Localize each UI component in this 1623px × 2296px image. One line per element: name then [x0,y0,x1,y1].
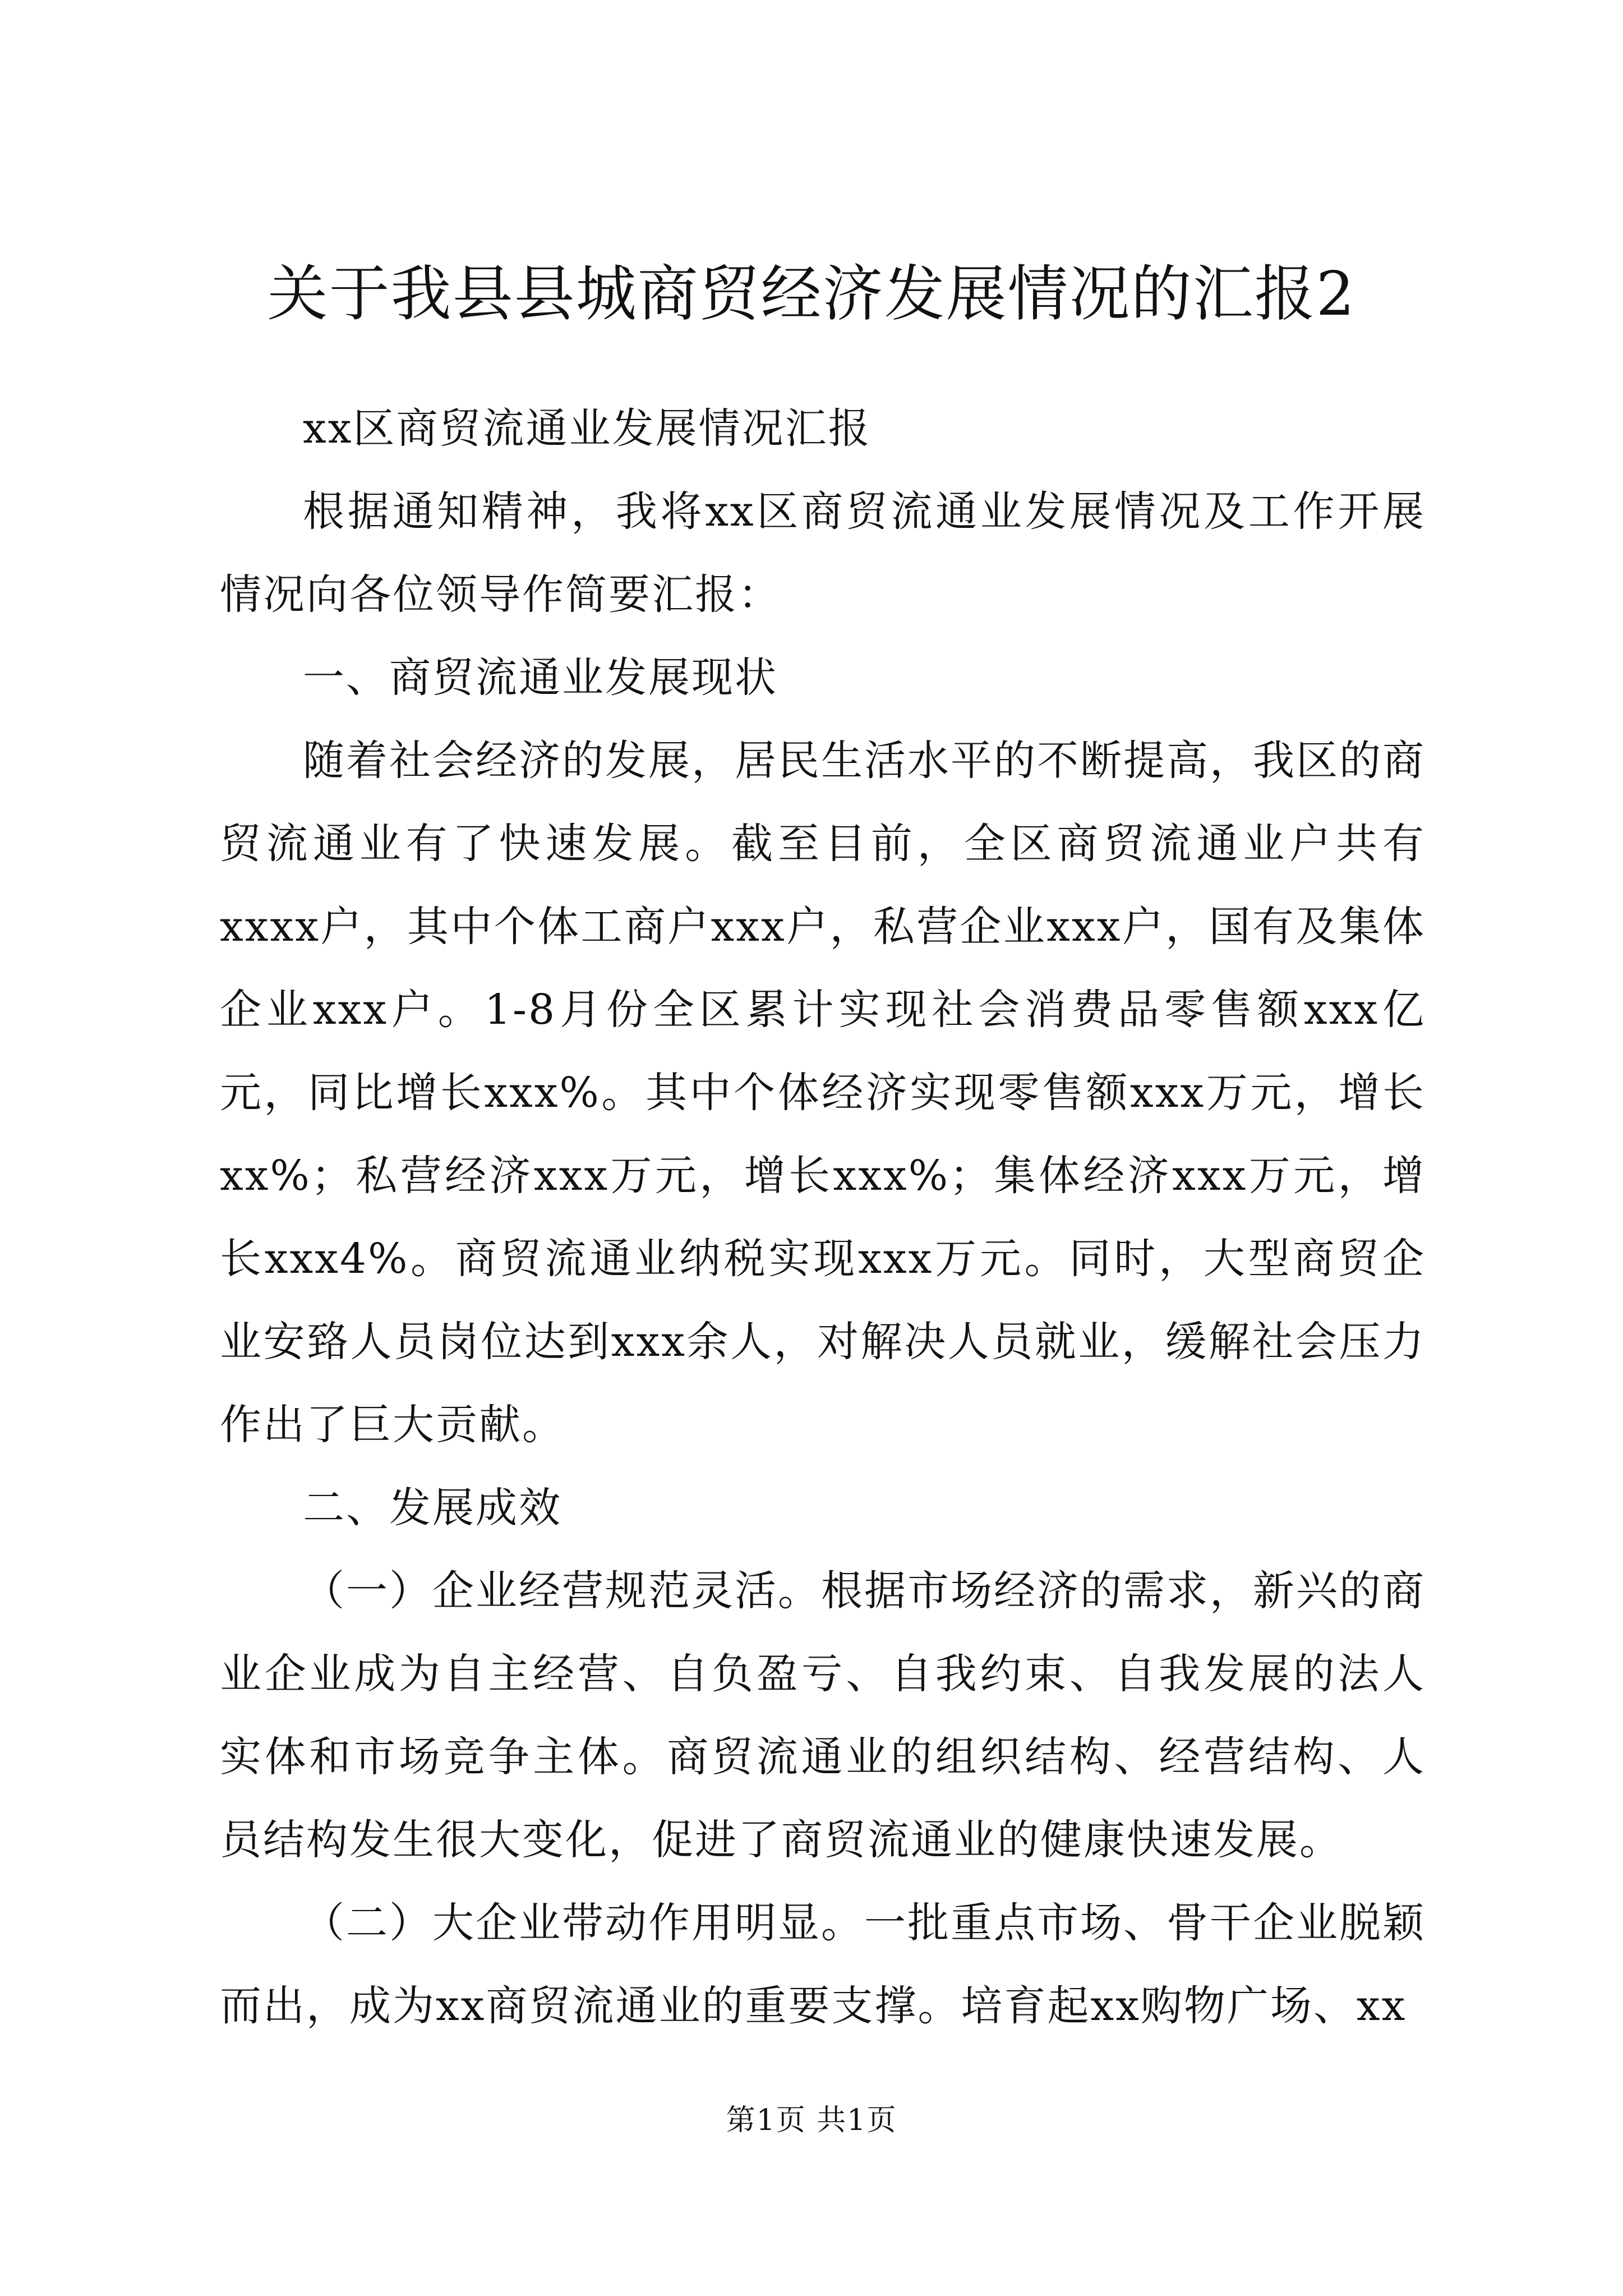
document-body [220,387,1426,2047]
page-footer: 第1页 共1页 [726,2104,897,2137]
section-heading-results: 二、发展成效 [303,1484,562,1532]
paragraph-intro: 根据通知精神，我将xx区商贸流通业发展情况及工作开展情况向各位领导作简要汇报： [220,487,1426,619]
paragraph-result-1: （一）企业经营规范灵活。根据市场经济的需求，新兴的商业企业成为自主经营、自负盈亏、自我约束、自我发展的法人实体和市场竞争主体。商贸流通业的组织结构、经营结构、人员结构发生很大变化，促进了商贸流通业的健康快速发展。 [220,1567,1426,1864]
paragraph-status: 随着社会经济的发展，居民生活水平的不断提高，我区的商贸流通业有了快速发展。截至目前，全区商贸流通业户共有xxxx户，其中个体工商户xxx户，私营企业xxx户，国有及集体企业xxx户。1-8月份全区累计实现社会消费品零售额xxx亿元，同比增长xxx%。其中个体经济实现零售额xxx万元，增长xx%；私营经济xxx万元，增长xxx%；集体经济xxx万元，增长xxx4%。商贸流通业纳税实现xxx万元。同时，大型商贸企业安臵人员岗位达到xxx余人，对解决人员就业，缓解社会压力作出了巨大贡献。 [220,737,1426,1449]
document-title: 关于我县县城商贸经济发展情况的汇报2 [267,259,1356,329]
paragraph-subtitle: xx区商贸流通业发展情况汇报 [303,404,872,453]
paragraph-result-2: （二）大企业带动作用明显。一批重点市场、骨干企业脱颖而出，成为xx商贸流通业的重要支撑。培育起xx购物广场、xx [220,1899,1426,2030]
section-heading-status: 一、商贸流通业发展现状 [303,654,778,702]
